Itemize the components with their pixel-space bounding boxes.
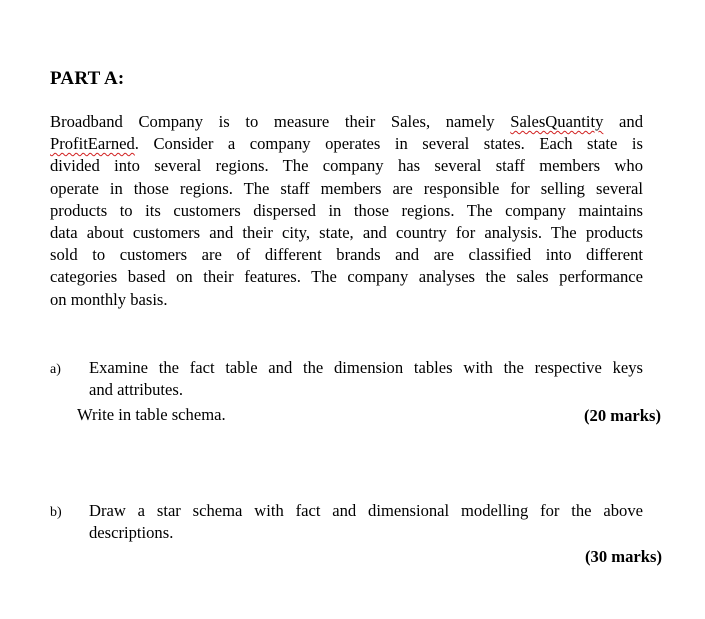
question-a-text: Examine the fact table and the dimension tables with the respective keys and attributes.: [89, 358, 643, 400]
question-a-instruction: Write in table schema.: [77, 405, 226, 424]
spellcheck-word: ProfitEarned: [50, 134, 135, 154]
intro-line: on monthly basis.: [50, 289, 168, 309]
question-a-marks: (20 marks): [584, 406, 661, 425]
intro-paragraph: [50, 111, 643, 311]
intro-line: Broadband Company is to measure their Sales, namely SalesQuantity and: [50, 112, 643, 131]
question-b-marker: b): [50, 505, 62, 520]
intro-line: products to its customers dispersed in those regions. The company maintains: [50, 200, 643, 220]
question-a-marker: a): [50, 362, 61, 377]
intro-line: categories based on their features. The company analyses the sales performance: [50, 267, 643, 287]
intro-line: ProfitEarned. Consider a company operates in several states. Each state is: [50, 134, 643, 154]
intro-line: sold to customers are of different brands and are classified into different: [50, 245, 643, 265]
intro-line: operate in those regions. The staff members are responsible for selling several: [50, 178, 643, 198]
question-b-text: Draw a star schema with fact and dimensional modelling for the above descriptions.: [89, 501, 643, 543]
spellcheck-word: SalesQuantity: [510, 112, 604, 131]
question-b-marks: (30 marks): [585, 547, 662, 566]
part-heading: PART A:: [50, 68, 125, 89]
intro-line: data about customers and their city, state, and country for analysis. The products: [50, 223, 643, 243]
intro-line: divided into several regions. The company has several staff members who: [50, 156, 643, 176]
